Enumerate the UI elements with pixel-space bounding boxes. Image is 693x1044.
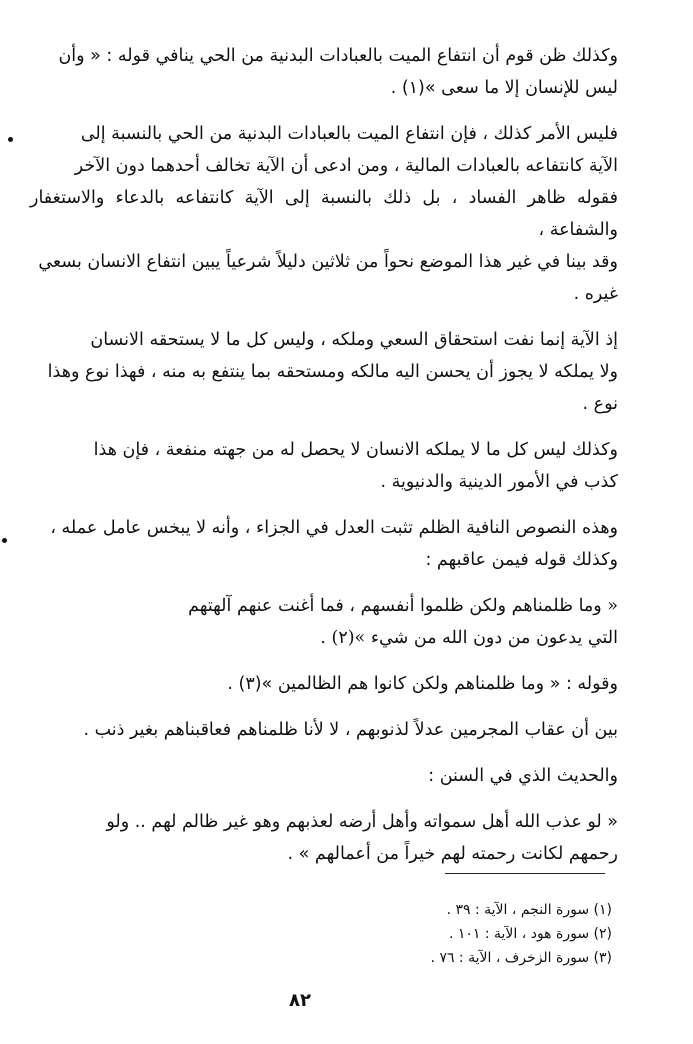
- paragraph-9: [30, 760, 618, 792]
- text-line: « وما ظلمناهم ولكن ظلموا أنفسهم ، فما أغنت عنهم آلهتهم: [188, 596, 618, 616]
- paragraph-3: [30, 324, 618, 420]
- hadith-quote: [30, 806, 618, 870]
- text-line: وكذلك ظن قوم أن انتفاع الميت بالعبادات البدنية من الحي ينافي قوله : « وأن: [58, 46, 618, 66]
- footnote-divider: [445, 873, 605, 874]
- paragraph-1: [30, 40, 618, 104]
- quran-quote-1: [30, 590, 618, 654]
- text-line: وهذه النصوص النافية الظلم تثبت العدل في الجزاء ، وأنه لا يبخس عامل عمله ،: [50, 518, 618, 538]
- text-line: ليس للإنسان إلا ما سعى »(١) .: [390, 78, 618, 98]
- text-line: نوع .: [582, 394, 618, 414]
- footnote-3: (٣) سورة الزخرف ، الآية : ٧٦ .: [430, 950, 612, 966]
- text-line: بين أن عقاب المجرمين عدلاً لذنوبهم ، لا لأنا ظلمناهم فعاقبناهم بغير ذنب .: [83, 720, 618, 740]
- footnotes: [300, 898, 612, 970]
- text-line: « لو عذب الله أهل سمواته وأهل أرضه لعذبهم وهو غير ظالم لهم .. ولو: [106, 812, 618, 832]
- text-line: غيره .: [573, 284, 618, 304]
- footnote-1: (١) سورة النجم ، الآية : ٣٩ .: [446, 902, 612, 918]
- text-line: التي يدعون من دون الله من شيء »(٢) .: [320, 628, 618, 648]
- text-line: الآية كانتفاعه بالعبادات المالية ، ومن ادعى أن الآية تخالف أحدهما دون الآخر: [74, 156, 618, 176]
- text-line: وقد بينا في غير هذا الموضع نحواً من ثلاثين دليلاً شرعياً يبين انتفاع الانسان بسعي: [38, 252, 618, 272]
- text-line: وكذلك قوله فيمن عاقبهم :: [425, 550, 618, 570]
- text-line: والحديث الذي في السنن :: [428, 766, 618, 786]
- page-body: [30, 40, 618, 884]
- text-line: وقوله : « وما ظلمناهم ولكن كانوا هم الظالمين »(٣) .: [227, 674, 618, 694]
- paragraph-5: [30, 512, 618, 576]
- text-line: كذب في الأمور الدينية والدنيوية .: [380, 472, 618, 492]
- paragraph-4: [30, 434, 618, 498]
- text-line: رحمهم لكانت رحمته لهم خيراً من أعمالهم » .: [287, 844, 618, 864]
- paragraph-7: [30, 668, 618, 700]
- paragraph-8: [30, 714, 618, 746]
- text-line: ولا يملكه لا يجوز أن يحسن اليه مالكه ومستحقه بما ينتفع به منه ، فهذا نوع وهذا: [47, 362, 618, 382]
- paragraph-2: [30, 118, 618, 310]
- page-number: ٨٢: [289, 990, 311, 1011]
- margin-mark: [2, 538, 7, 543]
- text-line: فقوله ظاهر الفساد ، بل ذلك بالنسبة إلى الآية كانتفاعه بالدعاء والاستغفار والشفاعة ،: [30, 188, 618, 240]
- margin-mark: [8, 137, 13, 142]
- text-line: فليس الأمر كذلك ، فإن انتفاع الميت بالعبادات البدنية من الحي بالنسبة إلى: [80, 124, 618, 144]
- footnote-2: (٢) سورة هود ، الآية : ١٠١ .: [448, 926, 612, 942]
- text-line: وكذلك ليس كل ما لا يملكه الانسان لا يحصل له من جهته منفعة ، فإن هذا: [93, 440, 618, 460]
- text-line: إذ الآية إنما نفت استحقاق السعي وملكه ، وليس كل ما لا يستحقه الانسان: [90, 330, 618, 350]
